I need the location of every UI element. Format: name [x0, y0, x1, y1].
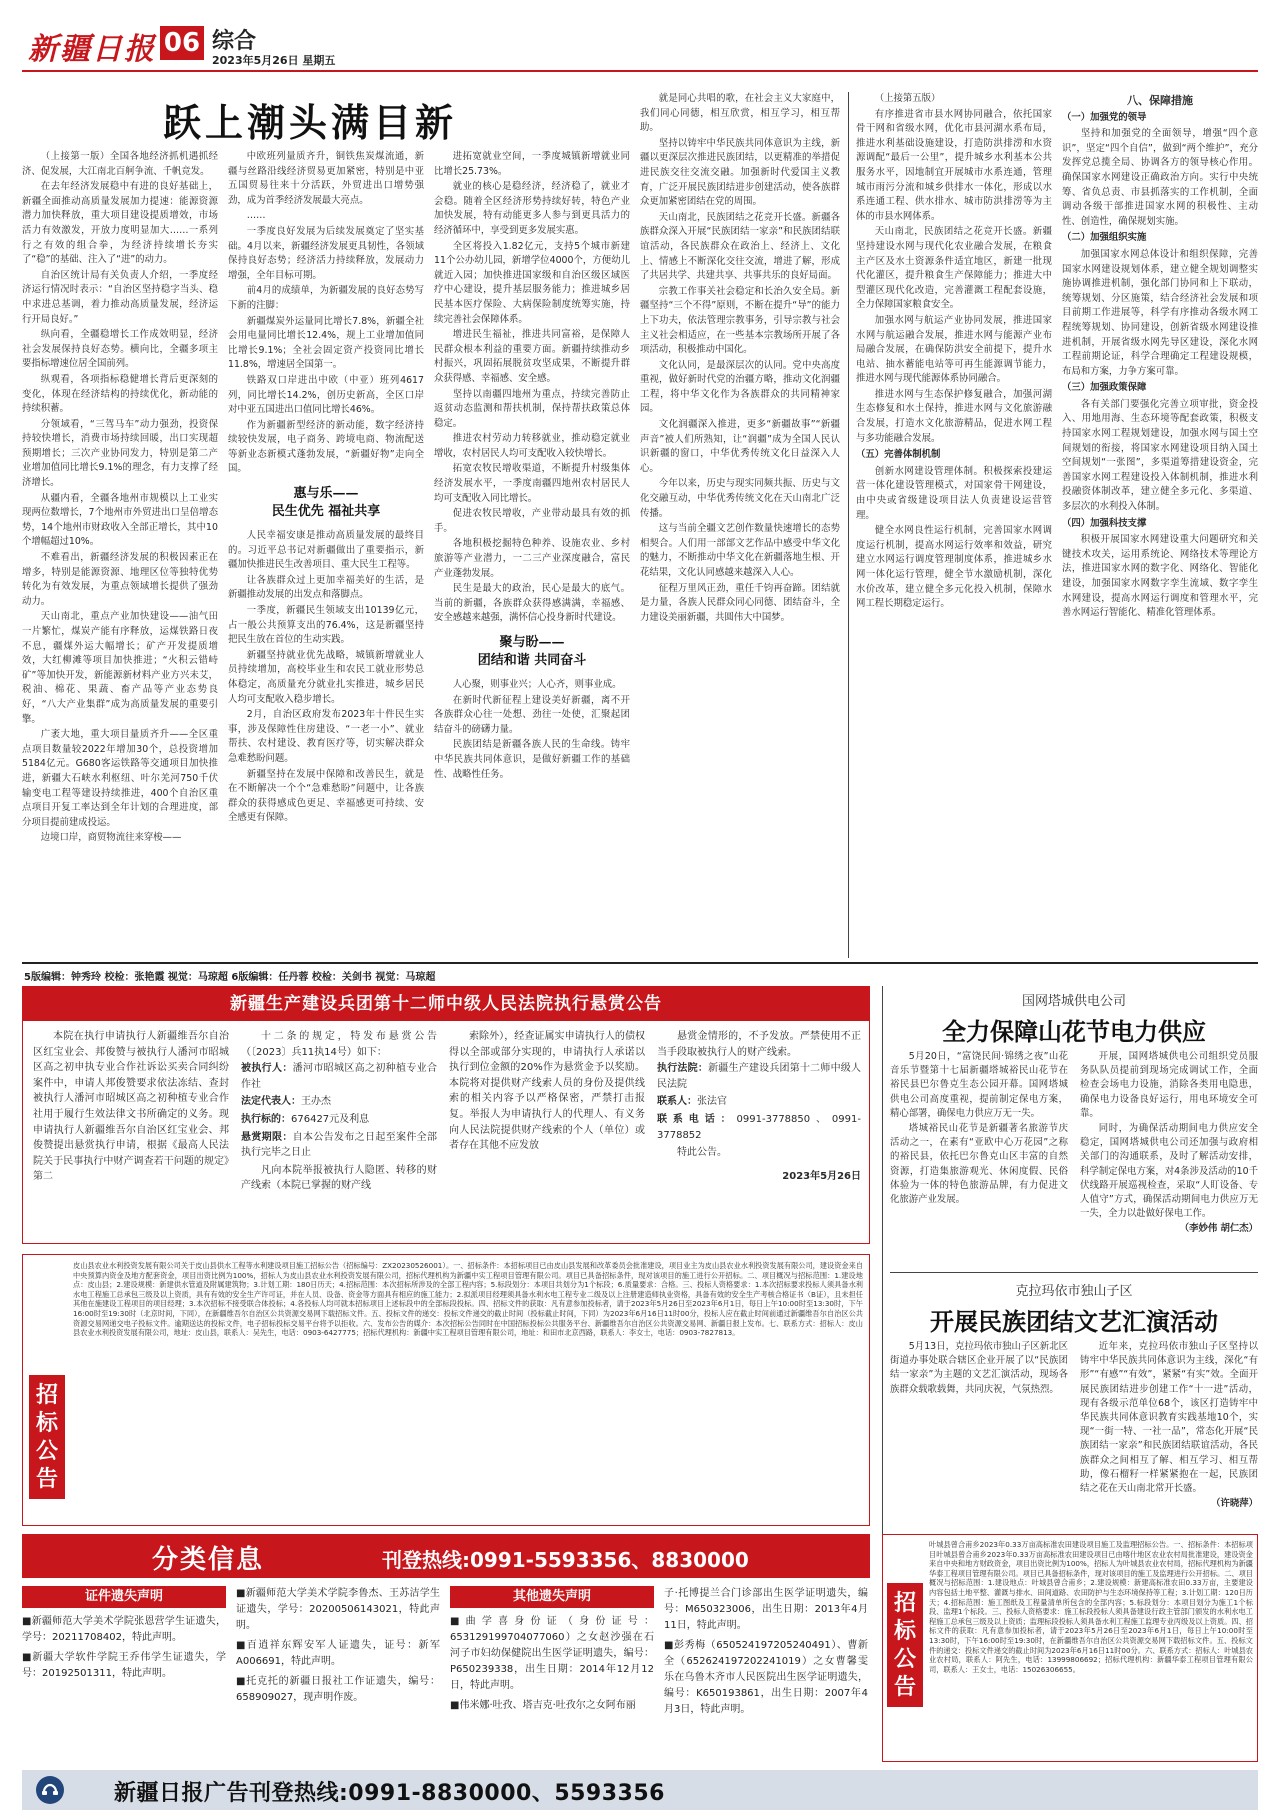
- tender-left: [22, 1254, 870, 1526]
- col6-sub2: （二）加强组织实施: [1062, 232, 1147, 244]
- karamay-col-1: [890, 1340, 1068, 1524]
- paragraph: 在去年经济发展稳中有进的良好基础上，新疆全面推动高质量发展加力提速：能源资源潜力加快释放，重大项目建设提质增效，市场活力有效激发，开放力度明显加大……一系列行之有效的组合拳，为经济持续增长夯实了“稳”的基础、注入了“进”的动力。: [22, 181, 218, 266]
- court-field-value: 潘河市昭城区高之初种植专业合作社: [241, 1063, 437, 1090]
- paragraph: 文化认同，是最深层次的认同。党中央高度重视，做好新时代党的治疆方略，推动文化润疆工程，将中华文化作为各族群众的共同精神家园。: [640, 359, 840, 415]
- paragraph: （上接第五版）: [874, 93, 941, 104]
- karamay-col-2: [1080, 1340, 1258, 1524]
- paragraph: 积极开展国家水网建设重大问题研究和关键技术攻关，运用系统论、网络技术等理论方法，推进国家水网的数字化、网络化、智能化建设，加强国家水网数字孪生流域、数字孪生水网建设，提高水网运行调度和管理水平，完善水网运行智能化、精准化管理体系。: [1062, 534, 1258, 619]
- power-col-1: [890, 1050, 1068, 1262]
- tender-right-text: 叶城县曾合甫乡2023年0.33万亩高标准农田建设项目施工及监理招标公告。一、招标条件：本招标项目叶城县曾合甫乡2023年0.33万亩高标准农田建设项目已由喀什地区农业农村局批准建设，建设资金来自中央和地方财政资金，项目出资比例为100%，招标人为叶城县农业农村局，招标代理机构为新疆华泰工程项目管理有限公司。项目已具备招标条件，现对该项目的施工及监理进行公开招标。二、项目概况与招标范围：1.建设地点：叶城县曾合甫乡；2.建设规模：新建高标准农田0.33万亩，主要建设内容包括土地平整、灌溉与排水、田间道路、农田防护与生态环境保持等工程；3.计划工期：120日历天；4.招标范围：施工图纸及工程量清单所包含的全部内容；5.标段划分：本项目划分为施工1个标段、监理1个标段。三、投标人资格要求：施工标段投标人须具备建设行政主管部门颁发的水利水电工程施工总承包三级及以上资质；监理标段投标人须具备水利工程施工监理专业丙级及以上资质。四、招标文件的获取：凡有意参加投标者，请于2023年5月26日至2023年6月1日，每日上午10:00时至13:30时，下午16:00时至19:30时，在新疆维吾尔自治区公共资源交易网下载招标文件。五、投标文件的递交：投标文件递交的截止时间为2023年6月16日11时00分。六、联系方式：招标人：叶城县农业农村局，联系人：阿先生，电话：13999806692；招标代理机构：新疆华泰工程项目管理有限公司，联系人：王女士，电话：15026306655。: [929, 1540, 1253, 1674]
- classified-item: ■新疆师范大学美术学院张恩营学生证遗失，学号：20211708402，特此声明。: [22, 1616, 226, 1643]
- court-col2-tail: 凡向本院举报被执行人隐匿、转移的财产线索（本院已掌握的财产线: [241, 1164, 437, 1192]
- court-field-value: 新疆生产建设兵团第十二师中级人民法院: [657, 1063, 861, 1090]
- paragraph: 各地积极挖掘特色种养、设施农业、乡村旅游等产业潜力，一二三产业深度融合，富民产业蓬勃发展。: [434, 538, 630, 579]
- col5-subhead: （五）完善体制机制: [856, 449, 941, 461]
- paragraph: 塔城裕民山花节是新疆著名旅游节庆活动之一，在素有“亚欧中心万花园”之称的裕民县，依托巴尔鲁克山区丰富的自然资源，打造集旅游观光、休闲度假、民俗体验为一体的特色旅游品牌，有力促进文化旅游产业发展。: [890, 1123, 1068, 1206]
- paragraph: 民族团结是新疆各族人民的生命线。铸牢中华民族共同体意识，是做好新疆工作的基础性、战略性任务。: [434, 739, 630, 780]
- court-col-1: 本院在执行申请执行人新疆维吾尔自治区红宝业会、邦俊赞与被执行人潘河市昭城区高之初申执专业合作社诉讼买卖合同纠纷案件中，申请人邦俊赞要求依法冻结、查封被执行人潘河市昭城区高之初种植专业合作社用于履行生效法律文书所确定的义务。现申请执行人新疆维吾尔自治区红宝业会、邦俊赞提出悬赏执行申请，根据《最高人民法院关于民事执行中财产调查若干问题的规定》第二: [33, 1031, 229, 1183]
- paragraph: 5月13日，克拉玛依市独山子区新北区街道办事处联合辖区企业开展了以“民族团结一家亲”为主题的文艺汇演活动，现场各族群众载歌载舞，共同庆祝，气氛热烈。: [890, 1341, 1068, 1395]
- paragraph: 推进水网与生态保护修复融合，加强河湖生态修复和水土保持，推进水网与文化旅游融合发展，打造水文化旅游精品，促进水网工程与多功能融合发展。: [856, 388, 1052, 444]
- court-field-value: 0991-3778850、0991-3778852: [657, 1113, 861, 1141]
- court-field: [657, 1112, 861, 1143]
- court-field-key: 执行标的：: [241, 1113, 291, 1125]
- paragraph: 天山南北，民族团结之花竞开长盛。新疆坚持建设水网与现代化农业融合发展，在粮食主产区及水土资源条件适宜地区，新建一批现代化灌区，提升粮食生产保障能力；推进大中型灌区现代化改造，完善灌溉工程配套设施，全力保障国家粮食安全。: [856, 226, 1052, 311]
- col6-sub3: （三）加强政策保障: [1062, 382, 1147, 394]
- tender-right-tag: 招标公告: [887, 1583, 923, 1707]
- court-date: 2023年5月26日: [782, 1170, 861, 1182]
- paragraph: 促进农牧民增收，产业带动最具有效的抓手。: [434, 508, 630, 534]
- paragraph: （上接第一版）全国各地经济抓机遇抓经济、促发展，大江南北百舸争流、千帆竞发。: [22, 151, 218, 177]
- paragraph: 作为新疆新型经济的新动能，数字经济持续较快发展，电子商务、跨境电商、物流配送等新业态新模式蓬勃发展，“新疆好物”走向全国。: [228, 419, 424, 475]
- court-field: [657, 1094, 861, 1110]
- paragraph: 创新水网建设管理体制。积极探索投建运营一体化建设管理模式，对国家骨干网建设，由中央或省级建设项目法人负责建设运营管理。: [856, 465, 1052, 521]
- lead-title: 跃上潮头满目新: [162, 100, 457, 145]
- issue-date: 2023年5月26日 星期五: [212, 54, 336, 67]
- paragraph: 推进农村劳动力转移就业，推动稳定就业增收，农村居民人均可支配收入较快增长。: [434, 433, 630, 459]
- col6-head: 八、保障措施: [1127, 94, 1193, 107]
- paragraph: 就业的核心是稳经济，经济稳了，就业才会稳。随着全区经济形势持续好转，特色产业加快发展，特有动能更多人参与到更具活力的经济循环中，享受到更多发展实惠。: [434, 181, 630, 236]
- power-author: （李妙伟 胡仁杰）: [1179, 1223, 1258, 1235]
- paragraph: 广袤大地，重大项目量质齐升——全区重点项目数量较2022年增加30个，总投资增加5184亿元。G680客运铁路等交通项目加快推进，新疆大石峡水利枢纽、叶尔羌河750千伏输变电工程等建设持续推进，400个自治区重点项目开复工率达到全年计划的合理进度，部分项目提前建成投运。: [22, 729, 218, 828]
- classified-item: ■曲学喜身份证（身份证号：653129199704077060）之女赵沙强在石河子市妇幼保健院出生医学证明遗失，编号：P650239338，出生日期：2014年12月12日，特此声明。: [450, 1616, 654, 1691]
- power-company: 国网塔城供电公司: [1021, 994, 1126, 1009]
- paragraph: 加强水网与航运产业协同发展，推进国家水网与航运融合发展，推进水网与能源产业布局融合发展，在确保防洪安全前提下，提升水电站、抽水蓄能电站等可再生能源调节能力，推进水网与现代能源体系协同融合。: [856, 314, 1052, 385]
- court-field: [241, 1094, 437, 1110]
- karamay-article: [890, 1278, 1258, 1528]
- classified-hotline: 刊登热线:0991-5593356、8830000: [382, 1548, 749, 1572]
- paragraph: 开展，国网塔城供电公司组织党员服务队队员提前到现场完成调试工作，全面检查会场电力设施，消除各类用电隐患，确保电力设备良好运行，用电环境安全可靠。: [1080, 1051, 1258, 1119]
- court-col4-tail: 特此公告。: [677, 1147, 727, 1159]
- classified-item: 子·托博提兰合门诊部出生医学证明遗失，编号：M650323006，出生日期：2013年4月11日，特此声明。: [664, 1588, 868, 1631]
- paragraph: 在新时代新征程上建设美好新疆，离不开各族群众心往一处想、劲往一处使，汇聚起团结奋斗的磅礴力量。: [434, 694, 630, 735]
- credits-rule: [22, 962, 1258, 964]
- water-col-6: [1062, 92, 1258, 958]
- paragraph: 一季度，新疆民生领域支出10139亿元，占一般公共预算支出的76.4%，这是新疆坚持把民生放在首位的生动实践。: [228, 605, 424, 646]
- paragraph: 中欧班列量质齐升，铜铁焦炭煤流通，新疆与丝路沿线经济贸易更加紧密，特别是中亚五国贸易往来十分活跃，外贸进出口增势强劲，成为首季经济发展最大亮点。: [228, 151, 424, 206]
- lead-col-1: [22, 150, 218, 958]
- court-field-key: 联系电话：: [657, 1113, 737, 1125]
- paragraph: 新疆煤炭外运量同比增长7.8%，新疆全社会用电量同比增长12.4%，规上工业增加值同比增长9.1%；全社会固定资产投资同比增长11.8%，增速居全国第一。: [228, 315, 424, 371]
- court-field: [241, 1112, 437, 1128]
- court-field: [657, 1061, 861, 1092]
- masthead: [22, 18, 1258, 68]
- paragraph: 坚持以铸牢中华民族共同体意识为主线，新疆以更深层次推进民族团结，以更精准的举措促进民族交往交流交融。加强新时代爱国主义教育，广泛开展民族团结进步创建活动，使各族群众更加紧密团结在党的周围。: [640, 137, 840, 208]
- power-title: 全力保障山花节电力供应: [942, 1017, 1206, 1046]
- paragraph: 同时，为确保活动期间电力供应安全稳定，国网塔城供电公司还加强与政府相关部门的沟通联系，及时了解活动安排，科学制定保电方案，对4条涉及活动的10千伏线路开展巡视检查，采取“人盯设备、专人值守”方式，确保活动期间电力供应万无一失，全力以赴做好保电工作。: [1080, 1123, 1258, 1220]
- paragraph: 全区将投入1.82亿元，支持5个城市新建11个公办幼儿园，新增学位4000个，方便幼儿就近入园；加快推进国家级和自治区级区域医疗中心建设，提升基层服务能力；推进城乡居民基本医疗保险、大病保险制度统筹实施，持续完善社会保障体系。: [434, 240, 630, 325]
- paragraph: 文化润疆深入推进，更多“新疆故事”“新疆声音”被人们所熟知，让“润疆”成为全国人民认识新疆的窗口，中华优秀传统文化日益深入人心。: [640, 419, 840, 474]
- tender-right: [882, 1534, 1258, 1762]
- paragraph: 一季度良好发展为后续发展奠定了坚实基础。4月以来，新疆经济发展更具韧性，各领域保持良好态势；经济活力持续释放，发展动力增强，全年目标可期。: [228, 225, 424, 281]
- footer-band: [22, 1770, 1258, 1810]
- paragraph: 近年来，克拉玛依市独山子区坚持以铸牢中华民族共同体意识为主线，深化“有形”“有感”“有效”，紧紧“有实”效。全面开展民族团结进步创建工作“十一进”活动，现有各级示范单位68个，该区打造铸牢中华民族共同体意识教育实践基地10个，实现“一街一特、一社一品”，常态化开展“民族团结一家亲”和民族团结联谊活动，各民族群众之间相互了解、相互学习、相互帮助，像石榴籽一样紧紧抱在一起，民族团结之花在天山南北常开长盛。: [1080, 1341, 1258, 1495]
- court-title: 新疆生产建设兵团第十二师中级人民法院执行悬赏公告: [23, 987, 869, 1021]
- lead-col-2: [228, 150, 424, 958]
- classified-item: ■彭秀梅（650524197205240491）、曹新全（652624197202241019）之女曹馨雯乐在乌鲁木齐市人民医院出生医学证明遗失，编号：K650193861，出生日期：2007年4月3日，特此声明。: [664, 1640, 868, 1715]
- paragraph: 从疆内看，全疆各地州市规模以上工业实现两位数增长，7个地州市外贸进出口呈倍增态势，14个地州市财政收入全部正增长，其中10个增幅超过10%。: [22, 492, 218, 548]
- paragraph: 铁路双口岸进出中欧（中亚）班列4617列，同比增长14.2%，创历史新高，全区口岸对中亚五国进出口值同比增长46%。: [228, 374, 424, 416]
- classified-item: ■新疆大学软件学院王乔伟学生证遗失，学号：20192501311，特此声明。: [22, 1652, 226, 1679]
- karamay-title: 开展民族团结文艺汇演活动: [930, 1307, 1218, 1336]
- classified-column-head: 其他遗失声明: [450, 1586, 654, 1608]
- credits-line: 5版编辑：钟秀玲 校检：张艳霞 视觉：马琼超 6版编辑：任丹蓉 校检：关剑书 视觉：马琼超: [24, 972, 436, 983]
- paragraph: 不难看出，新疆经济发展的积极因素正在增多，特别是能源资源、地理区位等独特优势转化为有效发展，为重点领域增长提供了强劲动力。: [22, 552, 218, 607]
- lead-col-3: [434, 150, 630, 958]
- paragraph: 征程万里风正劲，重任千钧再奋蹄。团结就是力量，各族人民群众同心同德、团结奋斗，全力建设美丽新疆，共圆伟大中国梦。: [640, 582, 840, 623]
- court-col-2: [241, 1029, 437, 1239]
- paragraph: 进拓宽就业空间，一季度城镇新增就业同比增长25.73%。: [434, 151, 630, 177]
- paragraph: 自治区统计局有关负责人介绍，一季度经济运行情况时表示：“自治区坚持稳字当头、稳中求进总基调，着力推动高质量发展，经济运行开局良好。”: [22, 269, 218, 325]
- classified-section: [22, 1534, 870, 1762]
- footer-hotline: 新疆日报广告刊登热线:0991-8830000、5593356: [114, 1781, 665, 1806]
- classified-item: ■百逍祥东辉安军人证遗失，证号：新军A006691，特此声明。: [236, 1640, 440, 1667]
- paragraph: 新疆坚持在发展中保障和改善民生，就是在不断解决一个个“急难愁盼”问题中，让各族群众的获得感成色更足、幸福感更可持续、安全感更有保障。: [228, 768, 424, 824]
- page-number: 06: [160, 26, 204, 60]
- court-field: [241, 1130, 437, 1161]
- masthead-logo: 新疆日报: [28, 32, 156, 67]
- classified-column: [450, 1586, 654, 1758]
- court-field-value: 张法官: [697, 1096, 727, 1108]
- classified-banner: [22, 1534, 870, 1578]
- col6-sub4: （四）加强科技支撑: [1062, 517, 1147, 529]
- right-mid-rule: [890, 1272, 1258, 1273]
- court-field-value: 自本公告发布之日起至案件全部执行完毕之日止: [241, 1131, 437, 1159]
- paragraph: 坚持和加强党的全面领导，增强“四个意识”，坚定“四个自信”，做到“两个维护”，充分发挥党总揽全局、协调各方的领导核心作用。确保国家水网建设正确政治方向。实行中央统筹、省负总责、市县抓落实的工作机制，全面调动各级干部推进国家水网的积极性、主动性、创造性，确保规划实施。: [1062, 128, 1258, 227]
- col6-sub1: （一）加强党的领导: [1062, 111, 1147, 123]
- divider-right: [882, 986, 883, 1534]
- tender-left-text: 皮山县农业水利投资发展有限公司关于皮山县供水工程等水利建设项目施工招标公告（招标编号：ZX20230526001）。一、招标条件：本招标项目已由皮山县发展和改革委员会批准建设，项目业主为皮山县农业水利投资发展有限公司，建设资金来自中央预算内资金及地方配套资金，项目出资比例为100%，招标人为皮山县农业水利投资发展有限公司，招标代理机构为新疆中实工程项目管理有限公司。项目已具备招标条件，现对该项目的施工进行公开招标。二、项目概况与招标范围：1.建设地点：皮山县；2.建设规模：新建供水管道及附属建筑物；3.计划工期：180日历天；4.招标范围：本次招标所涉及的全部工程内容；5.标段划分：本项目共划分为1个标段；6.质量要求：合格。三、投标人资格要求：1.本次招标要求投标人须具备水利水电工程施工总承包三级及以上资质，具有有效的安全生产许可证，并在人员、设备、资金等方面具有相应的施工能力；2.拟派项目经理须具备水利水电工程专业二级及以上注册建造师执业资格，具备有效的安全生产考核合格证书（B证），且未担任其他在施建设工程项目的项目经理；3.本次招标不接受联合体投标；4.各投标人均可就本招标项目上述标段中的全部标段投标。四、招标文件的获取：凡有意参加投标者，请于2023年5月26日至2023年6月1日，每日上午10:00时至13:30时，下午16:00时至19:30时（北京时间，下同），在新疆维吾尔自治区公共资源交易网下载招标文件。五、投标文件的递交：投标文件递交的截止时间（投标截止时间，下同）为2023年6月16日11时00分，投标人应在截止时间前通过新疆维吾尔自治区公共资源交易网递交电子投标文件。逾期送达的投标文件，电子招标投标交易平台将予以拒收。六、发布公告的媒介：本次招标公告同时在中国招标投标公共服务平台、新疆维吾尔自治区公共资源交易网、新疆日报上发布。七、联系方式：招标人：皮山县农业水利投资发展有限公司，地址：皮山县，联系人：吴先生，电话：0903-6427775；招标代理机构：新疆中实工程项目管理有限公司，地址：和田市北京西路，联系人：李女士，电话：0903-7827813。: [73, 1261, 863, 1338]
- section-name: 综合: [212, 29, 257, 54]
- paragraph: 天山南北，民族团结之花竞开长盛。新疆各族群众深入开展“民族团结一家亲”和民族团结联谊活动，各民族群众在政治上、经济上、文化上、情感上不断深化交往交流，增进了解，形成了共居共学、共建共享、共事共乐的良好局面。: [640, 211, 840, 282]
- paragraph: 坚持以南疆四地州为重点，持续完善防止返贫动态监测和帮扶机制，保持帮扶政策总体稳定。: [434, 388, 630, 429]
- court-field-key: 法定代表人：: [241, 1096, 301, 1108]
- paragraph: 就是同心共唱的歌，在社会主义大家庭中，我们同心同德，相互欣赏，相互学习，相互帮助。: [640, 93, 840, 134]
- paragraph: 边境口岸，商贸物流往来穿梭——: [40, 832, 182, 844]
- masthead-rule: [22, 70, 1258, 72]
- court-col-3: 索除外），经查证属实申请执行人的债权得以全部或部分实现的，申请执行人承诺以执行到位金额的20%作为悬赏金予以奖励。本院将对提供财产线索人员的身份及提供线索的相关内容予以严格保密，严禁打击报复。举报人为申请执行人的代理人、有义务向人民法院提供财产线索的个人（单位）或者存在其他不应发放: [449, 1031, 645, 1152]
- paragraph: 纵向看，全疆稳增长工作成效明显，经济社会发展保持良好态势。横向比，全疆多项主要指标增速位居全国前列。: [22, 329, 218, 370]
- court-field: [241, 1061, 437, 1092]
- court-col-4: [657, 1029, 861, 1239]
- classified-title: 分类信息: [152, 1545, 265, 1575]
- subhead-huiyule: 惠与乐—— 民生优先 福祉共享: [271, 486, 381, 520]
- paragraph: 纵观看，各项指标稳健增长背后更深刻的变化，体现在经济结构的持续优化，新动能的持续积蓄。: [22, 373, 218, 415]
- court-field-key: 联系人：: [657, 1096, 697, 1108]
- paragraph: 分领域看，“三驾马车”动力强劲，投资保持较快增长，消费市场持续回暖，出口实现超预期增长；三次产业协同发力，特别是第二产业增加值同比增长9.1%的理念，有力支撑了经济增长。: [22, 418, 218, 489]
- paragraph: 各有关部门要强化完善立项审批，资金投入、用地用海、生态环境等配套政策，积极支持国家水网工程规划建设，加强水网与国土空间规划的衔接，将国家水网建设项目纳入国土空间规划“一张图”，多渠道筹措建设资金，完善国家水网工程建设投入体制机制，推进水利投融资体制改革，建立健全多元化、多渠道、多层次的水利投入体制。: [1062, 398, 1258, 513]
- classified-column: [664, 1586, 868, 1758]
- paragraph: 前4月的成绩单，为新疆发展的良好态势写下新的注脚：: [228, 285, 424, 311]
- court-field-key: 悬赏期限：: [241, 1131, 293, 1143]
- court-notice: [22, 986, 870, 1244]
- karamay-place: 克拉玛依市独山子区: [1015, 1284, 1133, 1299]
- classified-item: ■新疆师范大学美术学院李鲁杰、王苏洁学生证遗失，学号：20200506143021，特此声明。: [236, 1588, 440, 1631]
- paragraph: 人心聚，则事业兴；人心齐，则事业成。: [452, 679, 622, 690]
- classified-column: [22, 1586, 226, 1758]
- power-article: [890, 986, 1258, 1268]
- power-col-2: [1080, 1050, 1258, 1262]
- divider-water: [848, 92, 849, 958]
- paragraph: 这与当前全疆文艺创作数量快速增长的态势相契合。人们用一部部文艺作品中感受中华文化的魅力，不断推动中华文化在新疆落地生根、开花结果，文化认同感越来越深入人心。: [640, 523, 840, 578]
- court-field-key: 被执行人：: [241, 1063, 293, 1075]
- court-field-key: 执行法院：: [657, 1063, 709, 1075]
- paragraph: 拓宽农牧民增收渠道，不断提升村级集体经济发展水平，一季度南疆四地州农村居民人均可支配收入同比增长。: [434, 463, 630, 504]
- paragraph: 2月，自治区政府发布2023年十件民生实事，涉及保障性住房建设、“一老一小”、就业帮扶、农村建设、教育医疗等，切实解决群众急难愁盼问题。: [228, 709, 424, 764]
- court-col2-intro: 十二条的规定，特发布悬赏公告（〔2023〕兵11执14号）如下：: [241, 1031, 437, 1058]
- classified-item: ■托克托的新疆日报社工作证遗失，编号：658909027，现声明作废。: [236, 1676, 440, 1703]
- classified-column-head: 证件遗失声明: [22, 1586, 226, 1608]
- paragraph: 人民幸福安康是推动高质量发展的最终目的。习近平总书记对新疆做出了重要指示，新疆加快推进民生改善项目、重大民生工程等。: [228, 530, 424, 571]
- paragraph: 天山南北，重点产业加快建设——油气田一片繁忙，煤炭产能有序释放，运煤铁路日夜不息，疆煤外运大幅增长；矿产开发提质增效，大红柳滩等项目加快推进；“火积云错峙矿”等加快开发，新能源新材料产业方兴未艾，税油、棉花、果蔬、畜产品等产业态势良好，“八大产业集群”成为高质量发展的重要引擎。: [22, 611, 218, 725]
- paragraph: 加强国家水网总体设计和组织保障，完善国家水网建设规划体系，建立健全规划调整实施协调推进机制，强化部门协同和上下联动，统筹规划、分区施策，结合经济社会发展和项目前期工作进展等，科学有序推动各级水网工程统筹规划、协同建设，创新省级水网建设推进机制，开展省级水网先导区建设，深化水网工程前期论证，科学合理确定工程建设规模，布局和方案，力争方案可靠。: [1062, 248, 1258, 377]
- paragraph: 宗教工作事关社会稳定和长治久安全局。新疆坚持“三个不得”原则，不断在提升“导”的能力上下功夫，依法管理宗教事务，引导宗教与社会主义社会相适应，在一些基本宗教场所开展了各项活动，积极推动中国化。: [640, 285, 840, 356]
- classified-item: ■伟米娜·吐孜、塔吉克·吐孜尔之女阿布丽: [450, 1700, 636, 1711]
- karamay-author: （许晓萍）: [1211, 1498, 1258, 1510]
- paragraph: 5月20日，“富饶民间·锦绣之夜”山花音乐节暨第十七届新疆塔城裕民山花节在裕民县巴尔鲁克生态公园开幕。国网塔城供电公司高度重视，提前制定保电方案，精心部署，确保电力供应万无一失。: [890, 1051, 1068, 1119]
- paragraph: 让各族群众过上更加幸福美好的生活，是新疆推动发展的出发点和落脚点。: [228, 574, 424, 601]
- court-col4-intro: 悬赏金情形的，不予发放。严禁使用不正当手段取被执行人的财产线索。: [657, 1031, 861, 1058]
- classified-column: [236, 1586, 440, 1758]
- paragraph: 新疆坚持就业优先战略，城镇新增就业人员持续增加，高校毕业生和农民工就业形势总体稳定，高质量充分就业扎实推进，城乡居民人均可支配收入稳步增长。: [228, 649, 424, 705]
- court-field-value: 676427元及利息: [291, 1113, 370, 1125]
- lead-col-4: [640, 92, 840, 958]
- water-col-5: [856, 92, 1052, 958]
- paragraph: ……: [246, 210, 266, 222]
- court-field-value: 王办杰: [301, 1096, 331, 1108]
- paragraph: 今年以来，历史与现实同频共振、历史与文化交融互动，中华优秀传统文化在天山南北广泛传播。: [640, 478, 840, 519]
- phone-icon: [36, 1776, 64, 1804]
- paragraph: 健全水网良性运行机制，完善国家水网调度运行机制，提高水网运行效率和效益，研究建立水网运行调度管理制度体系，推进城乡水网一体化运行管理，健全节水激励机制，深化水价改革，建立健全多元化投入机制，保障水网工程长期稳定运行。: [856, 525, 1052, 610]
- paragraph: 有序推进省市县水网协同融合，依托国家骨干网和省级水网，优化市县河湖水系布局，推进水利基础设施建设，打造防洪排涝和水资源调配“最后一公里”，提升城乡水利基本公共服务水平，因地制宜开展城市水系连通，管理城市雨污分流和城乡供排水一体化，形成以水系连通工程、供水排水、城市防洪排涝等为主体的市县水网体系。: [856, 108, 1052, 222]
- paragraph: 增进民生福祉，推进共同富裕，是保障人民群众根本利益的重要方面。新疆持续推动乡村振兴，巩固拓展脱贫攻坚成果，不断提升群众获得感、幸福感、安全感。: [434, 329, 630, 384]
- tender-left-tag: 招标公告: [29, 1375, 65, 1499]
- subhead-juyupan: 聚与盼—— 团结和谐 共同奋斗: [477, 635, 587, 668]
- paragraph: 民生是最大的政治，民心是最大的底气。当前的新疆，各族群众获得感满满，幸福感、安全感越来越强，满怀信心投身新时代建设。: [434, 583, 630, 624]
